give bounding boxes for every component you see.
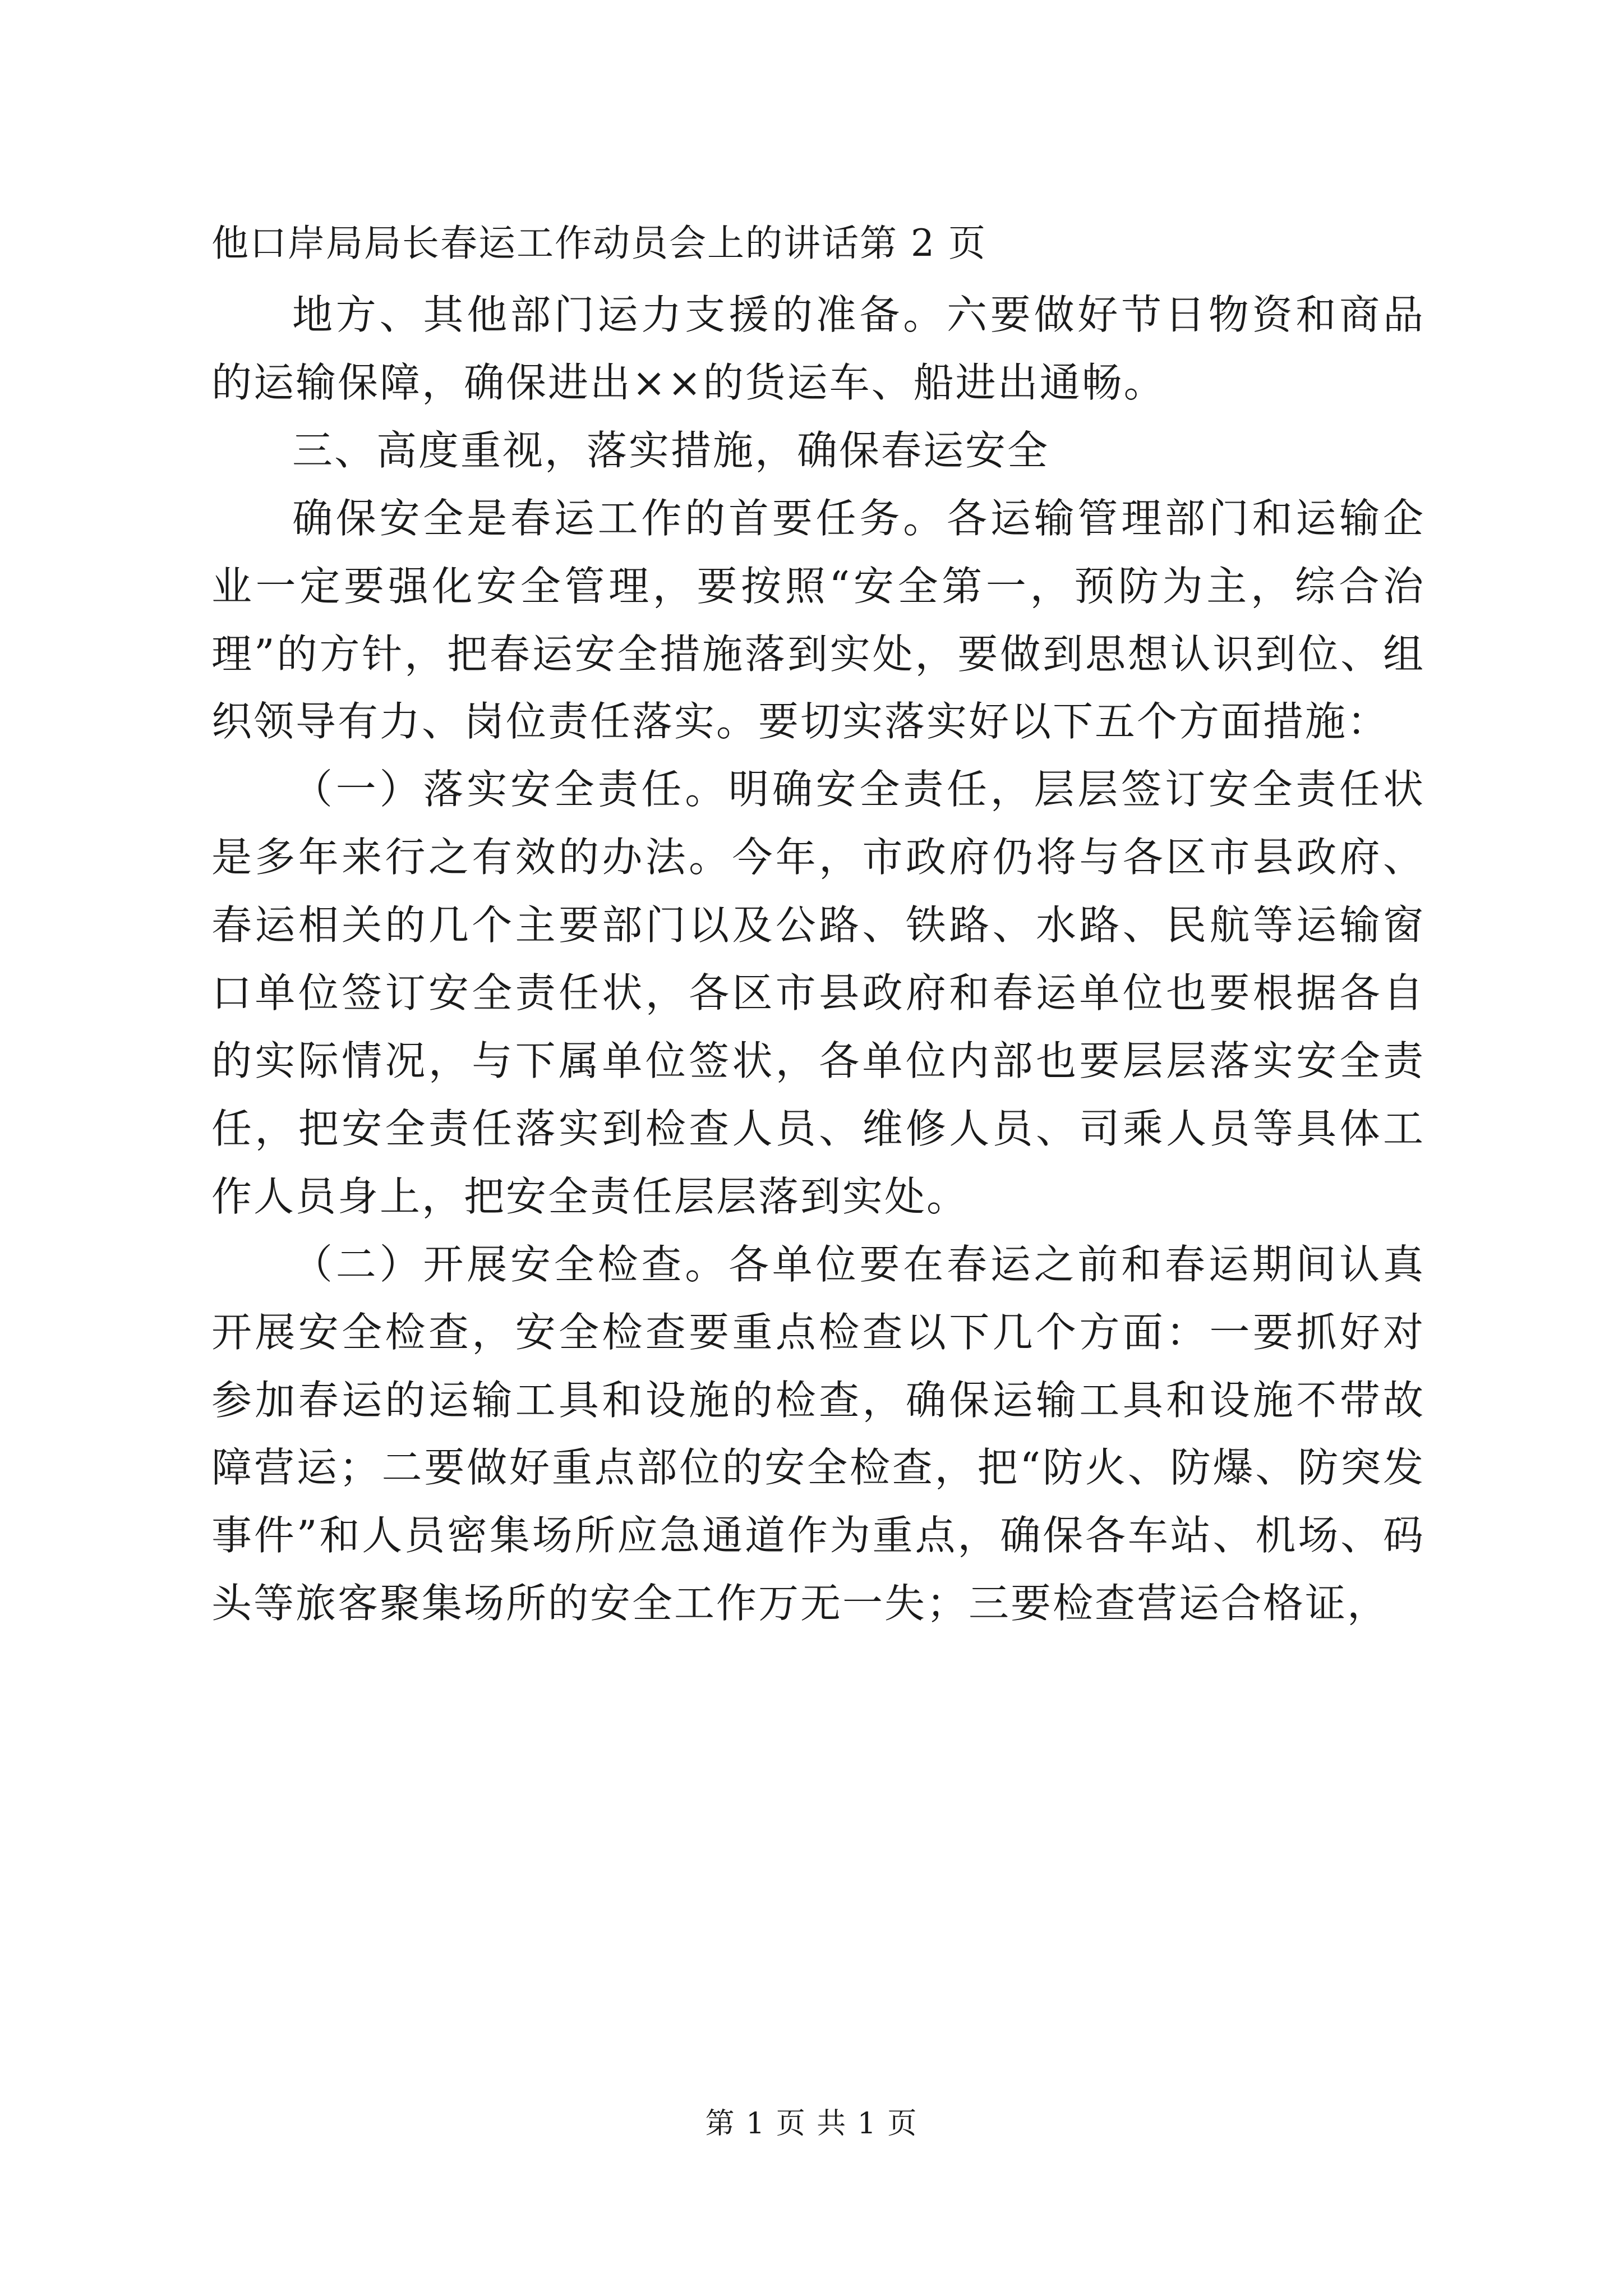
paragraph-safety-responsibility: （一）落实安全责任。明确安全责任，层层签订安全责任状是多年来行之有效的办法。今年，市政府仍将与各区市县政府、春运相关的几个主要部门以及公路、铁路、水路、民航等运输窗口单位签订安全责任状，各区市县政府和春运单位也要根据各自的实际情况，与下属单位签状，各单位内部也要层层落实安全责任，把安全责任落实到检查人员、维修人员、司乘人员等具体工作人员身上，把安全责任层层落到实处。 <box>211 766 1425 1220</box>
page-footer: 第 1 页 共 1 页 <box>705 2107 918 2141</box>
section-heading-three: 三、高度重视，落实措施，确保春运安全 <box>292 426 1050 474</box>
paragraph-continuation: 地方、其他部门运力支援的准备。六要做好节日物资和商品的运输保障，确保进出××的货运车、船进出通畅。 <box>211 291 1425 406</box>
document-body <box>211 281 1425 1637</box>
paragraph-safety-inspection: （二）开展安全检查。各单位要在春运之前和春运期间认真开展安全检查，安全检查要重点检查以下几个方面：一要抓好对参加春运的运输工具和设施的检查，确保运输工具和设施不带故障营运；二要做好重点部位的安全检查，把“防火、防爆、防突发事件”和人员密集场所应急通道作为重点，确保各车站、机场、码头等旅客聚集场所的安全工作万无一失；三要检查营运合格证， <box>211 1240 1425 1627</box>
paragraph-safety-intro: 确保安全是春运工作的首要任务。各运输管理部门和运输企业一定要强化安全管理，要按照“安全第一，预防为主，综合治理”的方针，把春运安全措施落到实处，要做到思想认识到位、组织领导有力、岗位责任落实。要切实落实好以下五个方面措施： <box>211 494 1425 746</box>
document-title: 他口岸局局长春运工作动员会上的讲话第 2 页 <box>211 222 986 265</box>
